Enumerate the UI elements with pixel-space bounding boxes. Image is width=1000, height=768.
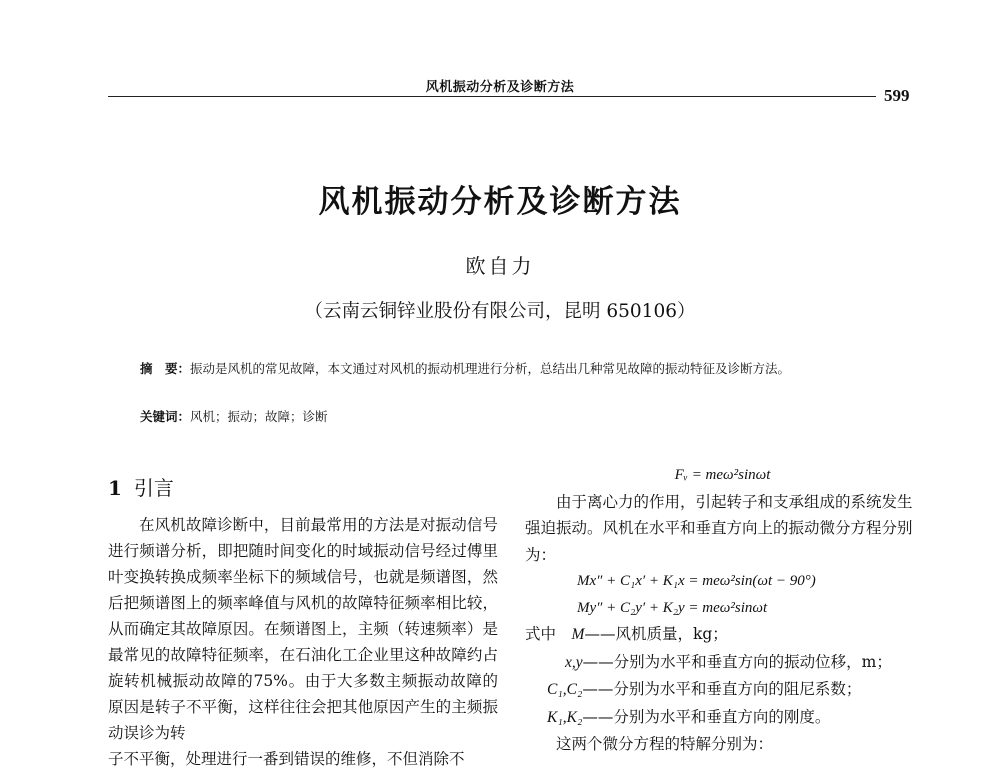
intro-paragraph: 在风机故障诊断中，目前最常用的方法是对振动信号进行频谱分析，即把随时间变化的时域振动信号经过傅里叶变换转换成频率坐标下的频域信号，也就是频谱图，然后把频谱图上的频率峰值与风机的故障特征频率相比较，从而确定其故障原因。在频谱图上，主频（转速频率）是最常见的故障特征频率，在石油化工企业里这种故障约占旋转机械振动故障的75%。由于大多数主频振动故障的原因是转子不平衡，这样往往会把其他原因产生的主频振动误诊为转	[108, 516, 498, 742]
abstract	[140, 357, 890, 380]
affiliation: （云南云铜锌业股份有限公司，昆明 650106）	[304, 301, 696, 322]
def-text: ——分别为水平和垂直方向的振动位移，m；	[582, 652, 892, 671]
keywords	[140, 407, 328, 425]
equation-vertical: My″ + C₂y′ + K₂y = meω²sinωt	[577, 599, 768, 616]
keywords-label: 关键词：	[140, 409, 191, 424]
right-column	[525, 462, 920, 758]
definition-row	[525, 649, 920, 677]
section-number: 1	[108, 476, 122, 500]
vibration-paragraph: 由于离心力的作用，引起转子和支承组成的系统发生强迫振动。风机在水平和垂直方向上的振动微分方程分别为：	[525, 492, 913, 564]
def-symbol: x,y	[565, 653, 583, 671]
abstract-label: 摘 要：	[140, 361, 191, 376]
equation-horizontal: Mx″ + C₁x′ + K₁x = meω²sin(ωt − 90°)	[577, 573, 816, 589]
author-name: 欧自力	[465, 254, 535, 278]
def-symbol: M	[571, 626, 585, 643]
def-symbol: C₁,C₂	[547, 681, 583, 698]
where-label: 式中	[525, 625, 557, 643]
section-title: 引言	[133, 476, 174, 500]
abstract-text: 振动是风机的常见故障，本文通过对风机的振动机理进行分析，总结出几种常见故障的振动特征及诊断方法。	[190, 361, 791, 376]
definition-row	[525, 621, 920, 649]
header-rule	[108, 96, 876, 97]
running-header: 风机振动分析及诊断方法	[425, 80, 575, 95]
def-text: ——分别为水平和垂直方向的刚度。	[582, 707, 831, 726]
keywords-text: 风机；振动；故障；诊断	[190, 409, 328, 424]
force-equation: Fᵥ = meω²sinωt	[674, 467, 771, 483]
page-number: 599	[884, 86, 910, 105]
definition-row	[525, 704, 920, 732]
cut-off-line: 子不平衡，处理进行一番到错误的维修，不但消除不	[108, 750, 465, 768]
def-symbol: K₁,K₂	[547, 708, 583, 726]
definition-row	[525, 676, 920, 704]
def-text: ——分别为水平和垂直方向的阻尼系数；	[582, 680, 862, 698]
solution-paragraph: 这两个微分方程的特解分别为：	[556, 735, 774, 753]
left-column	[108, 512, 498, 768]
paper-title: 风机振动分析及诊断方法	[318, 184, 682, 220]
section-heading	[108, 472, 174, 501]
def-text: ——风机质量，kg；	[584, 625, 728, 643]
